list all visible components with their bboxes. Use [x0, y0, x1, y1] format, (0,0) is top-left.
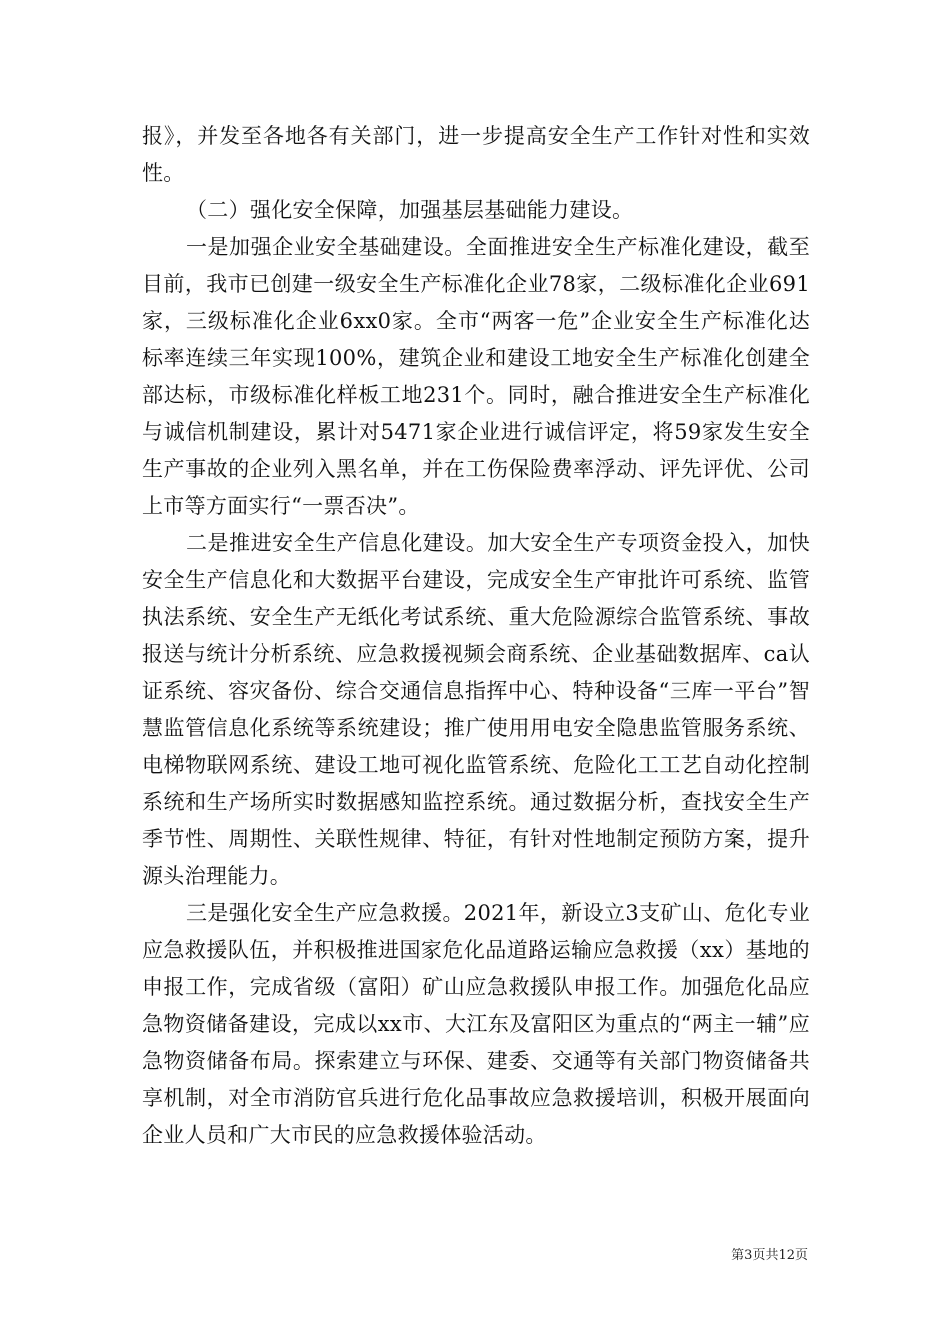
paragraph-enterprise-safety: 一是加强企业安全基础建设。全面推进安全生产标准化建设，截至目前，我市已创建一级安全生产标准化企业78家，二级标准化企业691家，三级标准化企业6xx0家。全市“两客一危”企业安全生产标准化达标率连续三年实现100%，建筑企业和建设工地安全生产标准化创建全部达标，市级标准化样板工地231个。同时，融合推进安全生产标准化与诚信机制建设，累计对5471家企业进行诚信评定，将59家发生安全生产事故的企业列入黑名单，并在工伤保险费率浮动、评先评优、公司上市等方面实行“一票否决”。: [142, 235, 810, 518]
section-heading: （二）强化安全保障，加强基层基础能力建设。: [186, 198, 634, 222]
paragraph-emergency-rescue: 三是强化安全生产应急救援。2021年，新设立3支矿山、危化专业应急救援队伍，并积极推进国家危化品道路运输应急救援（xx）基地的申报工作，完成省级（富阳）矿山应急救援队申报工作。加强危化品应急物资储备建设，完成以xx市、大江东及富阳区为重点的“两主一辅”应急物资储备布局。探索建立与环保、建委、交通等有关部门物资储备共享机制，对全市消防官兵进行危化品事故应急救援培训，积极开展面向企业人员和广大市民的应急救援体验活动。: [142, 901, 810, 1147]
paragraph-informatization: 二是推进安全生产信息化建设。加大安全生产专项资金投入，加快安全生产信息化和大数据平台建设，完成安全生产审批许可系统、监管执法系统、安全生产无纸化考试系统、重大危险源综合监管系统、事故报送与统计分析系统、应急救援视频会商系统、企业基础数据库、ca认证系统、容灾备份、综合交通信息指挥中心、特种设备“三库一平台”智慧监管信息化系统等系统建设；推广使用用电安全隐患监管服务系统、电梯物联网系统、建设工地可视化监管系统、危险化工工艺自动化控制系统和生产场所实时数据感知监控系统。通过数据分析，查找安全生产季节性、周期性、关联性规律、特征，有针对性地制定预防方案，提升源头治理能力。: [142, 531, 810, 888]
page-number: 第3页共12页: [731, 1248, 808, 1263]
paragraph-continuation: 报》，并发至各地各有关部门，进一步提高安全生产工作针对性和实效性。: [142, 124, 810, 185]
document-body: [142, 118, 810, 1154]
